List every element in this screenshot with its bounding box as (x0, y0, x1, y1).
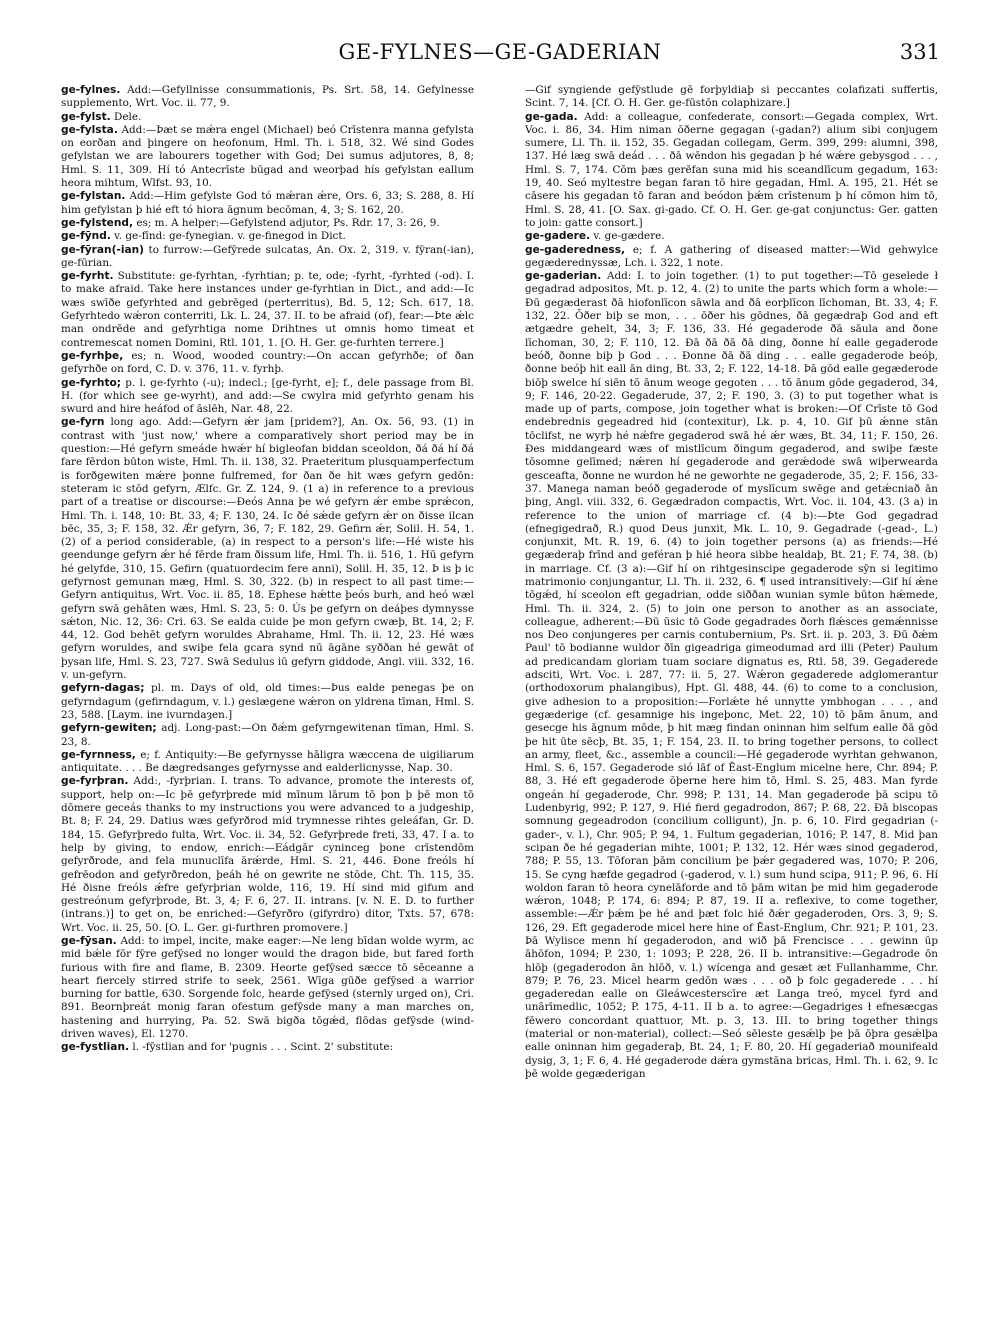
dictionary-entry (61, 935, 474, 1041)
dictionary-entry (61, 775, 474, 935)
headword: ge-fystlian. (61, 1041, 130, 1054)
headword: ge-fylstan. (61, 190, 126, 203)
entry-text: Add: a colleague, confederate, consort:—Gegada complex, Wrt. Voc. i. 86, 34. Him niman ōðerne gegagan (-gadan?) alium sibi conjugem sumere, Ll. Th. ii. 152, 35. Gegadan collegam, Germ. 399, 299: alumni, 398, 137. Hé læg swā deád . . . ðā wēndon his gegadan þ hé wǽre gebysgod . . . , Hml. S. 7, 174. Cōm þæs gerēfan suna mid his sceandlīcum gegadum, 163: 19, 40. Seó myltestre began faran tō hire gegadan, Hml. A. 195, 21. Hét se cāsere his gegadan tō faran and beódon þǽm crīstenum þ hí cōmon him tō, Hml. S. 28, 41. [O. Sax. gi-gado. Cf. O. H. Ger. ge-gat conjunctus: Ger. gatten to join: gatte consort.] (525, 110, 938, 229)
entry-text: long ago. Add:—Gefyrn ǽr jam [pridem?], An. Ox. 56, 93. (1) in contrast with 'just now,' where a comparatively short period may be in question:—Hé gefyrn smeáde hwǽr hí bigleofan biddan sceoldon, ðá ðá hí ðá fare fērdon būton wiste, Hml. Th. ii. 138, 32. Praeteritum plusquamperfectum is forðgewiten mǽre þonne fulfremed, for ðan ðe hit wæs gefyrn gedōn: steteram ic stōd gefyrn, Ælfc. Gr. Z. 124, 9. (1 a) in reference to a previous part of a treatise or discourse:—Ðeós Anna þe wé gefyrn ǽr embe sprǽcon, Hml. Th. i. 148, 10: Bt. 33, 4; F. 130, 24. Ic ðé sǽde gefyrn ǽr on ðisse ilcan bēc, 35, 3; F. 158, 32. Ǽr gefyrn, 36, 7; F. 182, 29. Gefirn ǽr, Solil. H. 54, 1. (2) of a period considerable, (a) in respect to a person's life:—Hé wiste his geendunge gefyrn ǽr hé fērde fram ðissum life, Hml. Th. ii. 516, 1. Hū gefyrn hé gelyfde, 310, 15. Gefirn (quatuordecim fere anni), Solil. H. 35, 12. Þ is þ ic gefyrnost gemunan mæg, Hml. S. 30, 322. (b) in respect to all past time:—Gefyrn antiquitus, Wrt. Voc. ii. 85, 18. Ephese hǽtte þeós burh, and heó wæl gefyrn swā gehāten wæs, Hml. S. 23, 5: 0. Ús þe gefyrn on deáþes dymnysse sǽton, Nic. 12, 36: Cri. 63. Se ealda cuide þe mon gefyrn cwæþ, Bt. 14, 2; F. 44, 12. God behēt gefyrn woruldes Abrahame, Hml. Th. ii. 12, 23. Hé wæs gefyrn woruldes, and swiþe fela gcara synd nū āgāne syððan hé gewāt of þysan life, Hml. S. 23, 727. Swā Sedulus iū gefyrn giddode, Angl. viii. 332, 16. v. un-gefyrn. (61, 416, 474, 682)
headword: ge-fylst. (61, 110, 111, 123)
headword: ge-fylnes. (61, 84, 121, 96)
entry-text: l. -fȳstlian and for 'pugnis . . . Scint. 2' substitute: (132, 1041, 394, 1054)
headword: ge-gada. (525, 110, 578, 123)
entry-text: es; n. Wood, wooded country:—On accan gefyrhðe; of ðan gefyrhðe on ford, C. D. v. 376, 11. v. fyrhþ. (61, 349, 474, 376)
headword: ge-fylstend, (61, 216, 134, 229)
headword: ge-gaderian. (525, 270, 602, 283)
entry-text: p. l. ge-fyrhto (-u); indecl.; [ge-fyrht, e]; f., dele passage from Bl. H. (for which see ge-wyrht), and add:—Se cwylra mid gefyrhto genam his swurd and hire heáfod of āslēh, Nar. 48, 22. (61, 376, 474, 416)
dictionary-entry (61, 84, 474, 111)
headword: ge-gaderedness, (525, 243, 626, 256)
dictionary-entry (61, 682, 474, 722)
entry-text: Add: to impel, incite, make eager:—Ne leng bīdan wolde wyrm, ac mid bǽle fōr fȳre gefȳsed no longer would the dragon bide, but fared forth furious with fire and flame, B. 2309. Heorte gefȳsed sæcce tō sēceanne a heart fiercely stirred strife to seek, 2561. Wīga gūðe gefȳsed a warrior burning for battle, 630. Sorgende folc, hearde gefȳsed (sternly urged on), Cri. 891. Beornþreát monig faran ofestum gefȳsde many a man marches on, hastening and hurrying, Pa. 52. Swā bigða tōgǽd, flōdas gefȳsde (wind-driven waves), El. 1270. (61, 935, 474, 1041)
headword: ge-fyrn (61, 416, 105, 429)
dictionary-entry (525, 84, 938, 111)
headword: ge-fȳran(-ian) (61, 243, 144, 256)
headword: ge-fȳsan. (61, 935, 117, 947)
dictionary-entry (525, 230, 938, 243)
entry-text: v. ge-fīnd: ge-fynegian. v. ge-finegod in Dict. (114, 230, 346, 243)
dictionary-entry (61, 722, 474, 749)
page-number: 331 (899, 40, 940, 64)
dictionary-entry (525, 270, 938, 1081)
entry-text: pl. m. Days of old, old times:—Þus ealde penegas þe on gefyrndagum (gefirndagum, v. l.) geslægene wǽron on yldrena tīman, Hml. S. 23, 588. [Laym. ine ivurndaȝen.] (61, 682, 474, 721)
dictionary-entry (61, 416, 474, 682)
dictionary-entry (61, 377, 474, 417)
entry-text: e; f. Antiquity:—Be gefyrnysse hāligra wæccena de uigiliarum antiquitate. . . . Be dægredsanges gefyrnysse and ealderlicnysse, Nap. 30. (61, 748, 474, 775)
headword: ge-fyrþran. (61, 775, 129, 788)
dictionary-entry (61, 111, 474, 124)
left-column (61, 84, 474, 1320)
dictionary-entry (61, 350, 474, 377)
dictionary-entry (61, 1041, 474, 1054)
headword: ge-fyrnness, (61, 748, 136, 761)
headword: ge-gadere. (525, 230, 591, 243)
entry-text: to furrow:—Gefȳrede sulcatas, An. Ox. 2, 319. v. fȳran(-ian), ge-fūrian. (61, 243, 474, 269)
dictionary-entry (61, 190, 474, 217)
entry-text: Add:—Him gefylste God tó mǽran ǽre, Ors. 6, 33; S. 288, 8. Hí him gefylstan þ hié eft tó hiora āgnum becōman, 4, 3; S. 162, 20. (61, 190, 474, 216)
entry-text: Dele. (114, 110, 142, 123)
dictionary-entry (61, 124, 474, 190)
entry-text: Add: I. to join together. (1) to put together:—Tō geselede ł gegadrad adpositos, Mt. p. 12, 4. (2) to unite the parts which form a whole:—Ðū gegæderast ðā hiofonlīcon sāwla and ðā eorþlīcon līchoman, Bt. 33, 4; F. 132, 22. Ōðer biþ se mon, . . . ōðer his gōdnes, ðā gegædraþ God and eft ætgædre gehelt, 34, 3; F. 136, 33. Hé gegaderode ðā sāula and ðone līchoman, 30, 2; F. 110, 12. Ðā ðā ðā ðā ding, ðonne hí ealle gegaderode beóð, ðonne biþ þ God . . . Ðonne ðā ðā ding . . . ealle gegaderode beóþ, ðonne beóþ hit eall ān ding, Bt. 33, 2; F. 122, 14-18. Þā gōd ealle gegæderode biōþ swelce hí siēn tō ānum weoge gegoten . . . tō ānum gōde gegaderod, 34, 9; F. 146, 20-22. Gegaderude, 37, 2; F. 190, 3. (3) to put together what is made up of parts, compose, join together what is broken:—Of Crīste tō God endebrednis gegeadred hid (contexitur), Lk. p. 4, 10. Gif þū ǽnne stān tōclifst, ne wyrþ hé nǽfre gegaderod swā hé ǽr wæs, Bt. 34, 11; F. 150, 26. Ðes middangeard wæs of mistlīcum ðingum gegaderod, and swiþe fæste tōsomne gelīmed; nǽren hí gegaderode and gerǽdode swā wiþerwearda gesceafta, ðonne ne wurdon hé ne geworhte ne gegaderode, 35, 2; F. 156, 33-37. Manega naman beóð gegaderode of myslīcum swēge and getǽcniað ān þing, Angl. viii. 332, 6. Gegædradon compactis, Wrt. Voc. ii. 104, 43. (3 a) in reference to the union of marriage cf. (4 b):—Þte God gegadrad (efnegigedrað, R.) quod Deus junxit, Mk. L. 10, 9. Gegadrade (-gead-, L.) conjunxit, Mt. R. 19, 6. (4) to join together persons (a) as friends:—Hé gegæderaþ frīnd and geféran þ hié heora sibbe healdaþ, Bt. 21; F. 74, 38. (b) in marriage. Cf. (3 a):—Gif hí on rihtgesinscipe gegaderode sȳn si legitimo matrimonio conjungantur, Ll. Th. ii. 232, 6. ¶ used intransitively:—Gif hí ǽne tōgǽd, hí sceolon eft gegadrian, odde siððan wunian symle būton hǽmede, Hml. Th. ii. 324, 2. (5) to join one person to another as an associate, colleague, adherent:—Ðū ūsic tō Gode gegadrades ðorh flǽsces gemǽnnisse nos Deo conjungeres per carnis contubernium, Ps. Srt. ii. p. 203, 3. Ðū ðǽm Paul' tō bodianne wuldor ðīn gigeadriga gimeodumad ard illi (Peter) Paulum ad predicandam gloriam tuam sociare dignatus es, Rtl. 58, 39. Gegaderede adsciti, Wrt. Voc. i. 287, 77: ii. 5, 27. Wǽron gegaderede adglomerantur (orthodoxorum phalangibus), Hpt. Gl. 488, 44. (6) to come to a conclusion, give adhesion to a proposition:—Forlǽte hé unnytte ymbhogan . . . , and gegæderige (cf. gesamnige his ingeþonc, Met. 22, 10) tō þām ānum, and gesecge his āgnum mōde, þ hit mæg findan oninnan him selfum ealle ðā gōd þe hit ūte sēcþ, Bt. 35, 1; F. 154, 23. II. to bring together persons, to collect an army, fleet, &c., assemble a council:—Hé gegaderode wyrhtan gehwanon, Hml. S. 6, 157. Gegaderode sió lāf of Ēast-Englum micelne here, Chr. 894; P. 88, 3. Hé eft gegaderode ōþerne here him tō, Hml. S. 25, 483. Man fyrde ongeán hí gegaderode, Chr. 998; P. 131, 14. Man gegaderode þā scipu tō Ludenbyrig, 992; P. 127, 9. Hié fierd gegadrodon, 867; P. 68, 22. Ðā biscopas somnung gegeadrodon (concilium colligunt), Jn. p. 6, 10. Fird gegadrian (-gader-, v. l.), Chr. 905; P. 94, 1. Fultum gegaderian, 1016; P. 147, 8. Mid þan scipan ðe hé gegaderian mihte, 1001; P. 132, 12. Hér wæs sinod gegaderod, 788; P. 55, 13. Tōforan þām concilium þe þǽr gegadered was, 1070; P. 206, 15. Se cyng hæfde gegadrod (-gaderod, v. l.) sum hund scipa, 911; P. 96, 6. Hí woldon faran tō heora cynelāforde and tō þām witan þe mid him gegaderode wǽron, 1048; P. 174, 6: 894; P. 87, 19. II a. reflexive, to come together, assemble:—Ǽr þǽm þe hé and þæt folc hié ðǽr gegaderoden, Ors. 3, 9; S. 126, 29. Eft gegaderode micel here hine of Ēast-Englum, Chr. 921; P. 101, 23. Þā Wylisce menn hí gegaderodon, and wið þā Frencisce . . . gewinn ūp āhōfon, 1094; P. 230, 1: 1093; P. 228, 26. II b. intransitive:—Gegadrode ōn hlōþ (gegaderodon ān hlōð, v. l.) wícenga and gesæt æt Fullanhamme, Chr. 879; P. 76, 23. Micel hearm gedōn wæs . . . oð þ folc gegaderede . . . hí gegaderedan ealle on Gleáwcesterscīre æt Langa treó, mycel fyrd and unārīmedlic, 1052; P. 175, 4-11. II b a. to agree:—Gegadriges ł efnesæcgas fēwero concordant quattuor, Mt. p. 3, 13. III. to bring together things (material or non-material), collect:—Seó sēleste gesǽlþ þe þā ōþra gesǽlþa ealle oninnan him gegaderaþ, Bt. 24, 1; F. 80, 20. Hí gegaderiað mounifeald dysig, 3, 1; F. 6, 4. Hé gegaderode dǽra gymstāna bricas, Hml. Th. i. 62, 9. Ic þē wolde gegæderigan (525, 270, 938, 1080)
headword: ge-fȳnd. (61, 230, 111, 243)
headword: gefyrn-dagas; (61, 682, 145, 695)
entry-text: Add:, -fyrþrian. I. trans. To advance, promote the interests of, support, help on:—Ic þē gefyrþrede mid mīnum lārum tō þon þ þē mon tō dōmere geceás thanks to my instructions you were advanced to a judgeship, Bt. 8; F. 24, 29. Datius wæs gefyrðrod mid trymnesse rihtes geleáfan, Gr. D. 184, 15. Gefyrþredo fulta, Wrt. Voc. ii. 34, 52. Gefyrþrede freti, 33, 47. I a. to help by giving, to endow, enrich:—Eádgār cyninceg þone crīstendōm gefyrðrode, and fela munuclīfa ārǽrde, Hml. S. 21, 446. Ðone freóls hí gefrēodon and gefyrðredon, þeáh hé on gewrite ne stōde, Cht. Th. 115, 35. Hé ðisne freóls ǽfre gefyrþrian wolde, 116, 19. Hí sind mid gifum and gestreónum gefyrþrode, Bt. 3, 4; F. 6, 27. II. intrans. [v. N. E. D. to further (intrans.)] to get on, be enriched:—Gefyrðro (gifyrdro) ditor, Txts. 57, 678: Wrt. Voc. ii. 25, 50. [O. L. Ger. gi-furthren promovere.] (61, 775, 474, 934)
headword: ge-fylsta. (61, 123, 118, 136)
dictionary-entry (61, 244, 474, 271)
entry-text: —Gif syngiende gefȳstlude gē forþyldiaþ si peccantes colafizati suffertis, Scint. 7, 14. [Cf. O. H. Ger. ge-fūstōn colaphizare.] (525, 84, 938, 110)
entry-text: es; m. A helper:—Gefylstend adjutor, Ps. Rdr. 17, 3: 26, 9. (136, 216, 440, 229)
entry-text: e; f. A gathering of diseased matter:—Wid gehwylce gegæderednyssæ, Lch. i. 322, 1 note. (525, 243, 938, 269)
entry-text: adj. Long-past:—On ðǽm gefyrngewitenan tīman, Hml. S. 23, 8. (61, 722, 474, 748)
dictionary-entry (61, 217, 474, 230)
entry-text: Substitute: ge-fyrhtan, -fyrhtian; p. te, ode; -fyrht, -fyrhted (-od). I. to make afraid. Take here instances under ge-fyrhtian in Dict., and add:—Ic wæs swīðe gefyrhted and gebrēged (perterritus), Bd. 5, 12; Sch. 617, 18. Gefyrhtedo wǽron conterriti, Lk. L. 24, 37. II. to be afraid (of), fear:—Þte ǽlc man ondrēde and gefyrhtiga nome Drihtnes ut omnis homo timeat et contremescat nomen Domini, Rtl. 101, 1. [O. H. Ger. ge-furhten terrere.] (61, 270, 474, 349)
entry-text: Add:—Þæt se mǽra engel (Michael) beó Crīstenra manna gefylsta on eorðan and þingere on heofonum, Hml. Th. i. 518, 32. Wé sind Godes gefylstan we are labourers together with God; Dei sumus adjutores, 8, 8; Hml. S. 11, 309. Hí tó Antecrīste būgad and weorþad hís gefylstan eallum heora mihtum, Wlfst. 93, 10. (61, 123, 474, 190)
dictionary-entry (61, 230, 474, 243)
headword: ge-fyrhþe, (61, 349, 124, 362)
dictionary-entry (525, 111, 938, 231)
entry-text: v. ge-gædere. (593, 230, 665, 243)
entry-text: Add:—Gefyllnisse consummationis, Ps. Srt. 58, 14. Gefylnesse supplemento, Wrt. Voc. ii. 77, 9. (61, 84, 474, 110)
dictionary-entry (525, 244, 938, 271)
dictionary-entry (61, 270, 474, 350)
headword: ge-fyrhto; (61, 376, 122, 389)
headword: ge-fyrht. (61, 270, 114, 283)
running-title: GE-FYLNES—GE-GADERIAN (338, 40, 662, 64)
page-header (60, 40, 940, 70)
right-column (525, 84, 938, 1320)
dictionary-entry (61, 749, 474, 776)
headword: gefyrn-gewiten; (61, 722, 157, 735)
